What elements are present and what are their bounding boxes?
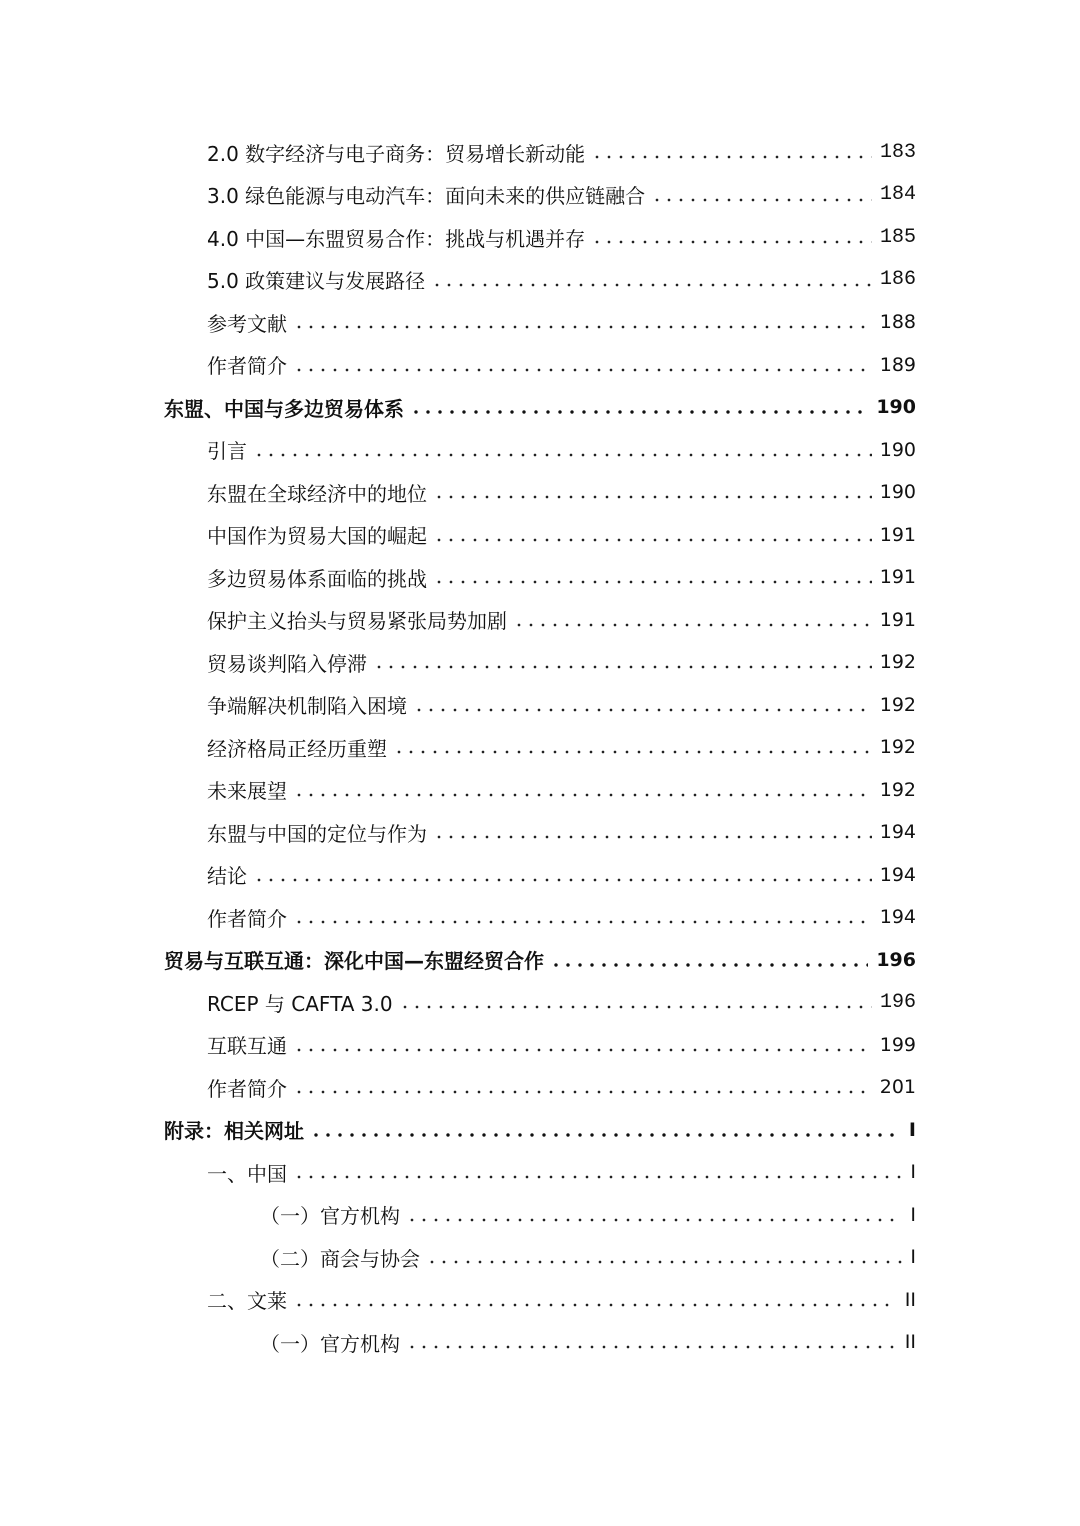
toc-entry-page-number: 194 (879, 906, 916, 929)
toc-section-entry[interactable] (0, 599, 1080, 642)
toc-entry-title: 东盟在全球经济中的地位 (207, 481, 427, 506)
dot-leader (293, 920, 872, 924)
toc-entry-page-number: 186 (879, 268, 916, 292)
toc-entry-title: 二、文莱 (207, 1289, 287, 1314)
toc-entry-title: （二）商会与协会 (260, 1246, 420, 1271)
toc-entry-page-number: 194 (879, 821, 916, 844)
dot-leader (433, 835, 872, 839)
toc-section-entry[interactable] (0, 896, 1080, 939)
toc-entry-title: 作者简介 (207, 354, 287, 379)
dot-leader (426, 1260, 902, 1264)
toc-entry-title: 经济格局正经历重塑 (207, 736, 387, 761)
toc-entry-title: 4.0 中国—东盟贸易合作：挑战与机遇并存 (207, 226, 586, 251)
toc-entry-page-number: 201 (879, 1076, 916, 1099)
toc-section-entry[interactable] (0, 1151, 1080, 1194)
dot-leader (433, 538, 872, 542)
dot-leader (410, 410, 868, 414)
toc-section-entry[interactable] (0, 471, 1080, 514)
toc-entry-page-number: 192 (879, 778, 916, 801)
dot-leader (406, 1218, 902, 1222)
toc-section-entry[interactable] (0, 259, 1080, 302)
dot-leader (591, 155, 872, 159)
toc-entry-title: 多边贸易体系面临的挑战 (207, 566, 427, 591)
toc-section-entry[interactable] (0, 684, 1080, 727)
toc-entry-title: 5.0 政策建议与发展路径 (207, 269, 426, 294)
dot-leader (293, 1175, 902, 1179)
toc-entry-title: 参考文献 (207, 311, 287, 336)
toc-section-entry[interactable] (0, 769, 1080, 812)
toc-subsection-entry[interactable] (0, 1321, 1080, 1364)
toc-entry-page-number: I (910, 1203, 916, 1226)
dot-leader (293, 1303, 897, 1307)
toc-section-entry[interactable] (0, 556, 1080, 599)
toc-entry-page-number: 196 (879, 990, 916, 1014)
toc-section-entry[interactable] (0, 514, 1080, 557)
toc-entry-page-number: 190 (879, 438, 916, 461)
toc-entry-title: （一）官方机构 (260, 1204, 400, 1229)
toc-entry-title: 未来展望 (207, 779, 287, 804)
toc-chapter-entry[interactable] (0, 939, 1080, 982)
toc-entry-title: 结论 (207, 864, 247, 889)
toc-entry-title: 贸易谈判陷入停滞 (207, 651, 367, 676)
toc-section-entry[interactable] (0, 174, 1080, 217)
toc-section-entry[interactable] (0, 301, 1080, 344)
toc-section-entry[interactable] (0, 981, 1080, 1024)
dot-leader (310, 1133, 901, 1137)
toc-section-entry[interactable] (0, 726, 1080, 769)
toc-entry-page-number: 191 (879, 523, 916, 546)
toc-entry-page-number: 184 (879, 183, 916, 207)
toc-entry-title: 作者简介 (207, 906, 287, 931)
toc-subsection-entry[interactable] (0, 1194, 1080, 1237)
toc-entry-page-number: 192 (879, 736, 916, 759)
toc-chapter-entry[interactable] (0, 386, 1080, 429)
toc-entry-page-number: I (908, 1118, 916, 1141)
toc-entry-page-number: 183 (879, 140, 916, 164)
toc-section-entry[interactable] (0, 854, 1080, 897)
toc-section-entry[interactable] (0, 216, 1080, 259)
toc-entry-title: 保护主义抬头与贸易紧张局势加剧 (207, 609, 507, 634)
toc-section-entry[interactable] (0, 344, 1080, 387)
dot-leader (293, 1090, 872, 1094)
toc-entry-page-number: 194 (879, 863, 916, 886)
toc-section-entry[interactable] (0, 1024, 1080, 1067)
toc-section-entry[interactable] (0, 429, 1080, 472)
toc-entry-title: 引言 (207, 439, 247, 464)
dot-leader (433, 495, 872, 499)
toc-entry-title: 互联互通 (207, 1034, 287, 1059)
toc-entry-page-number: I (910, 1161, 916, 1184)
toc-entry-page-number: 192 (879, 693, 916, 716)
table-of-contents (0, 131, 1080, 1364)
dot-leader (293, 368, 872, 372)
dot-leader (293, 325, 872, 329)
toc-entry-page-number: 191 (879, 608, 916, 631)
dot-leader (431, 283, 872, 287)
toc-entry-page-number: II (904, 1288, 916, 1311)
toc-section-entry[interactable] (0, 131, 1080, 174)
dot-leader (513, 623, 872, 627)
toc-entry-title: 附录：相关网址 (164, 1119, 304, 1144)
toc-entry-title: RCEP 与 CAFTA 3.0 (207, 991, 393, 1016)
dot-leader (433, 580, 872, 584)
toc-section-entry[interactable] (0, 1279, 1080, 1322)
dot-leader (651, 198, 872, 202)
toc-entry-title: 一、中国 (207, 1161, 287, 1186)
toc-entry-page-number: 190 (879, 481, 916, 504)
toc-section-entry[interactable] (0, 641, 1080, 684)
dot-leader (413, 708, 872, 712)
dot-leader (550, 963, 868, 967)
toc-entry-title: 东盟、中国与多边贸易体系 (164, 396, 404, 421)
toc-entry-title: 东盟与中国的定位与作为 (207, 821, 427, 846)
toc-entry-page-number: 185 (879, 225, 916, 249)
dot-leader (253, 878, 872, 882)
dot-leader (293, 1048, 872, 1052)
dot-leader (399, 1005, 872, 1009)
toc-subsection-entry[interactable] (0, 1236, 1080, 1279)
toc-entry-page-number: 192 (879, 651, 916, 674)
dot-leader (393, 750, 872, 754)
toc-entry-page-number: 199 (879, 1033, 916, 1056)
toc-entry-page-number: 190 (876, 396, 916, 419)
toc-chapter-entry[interactable] (0, 1109, 1080, 1152)
toc-entry-title: 贸易与互联互通：深化中国—东盟经贸合作 (164, 949, 544, 974)
dot-leader (253, 453, 872, 457)
toc-entry-page-number: 189 (879, 353, 916, 376)
toc-entry-title: 中国作为贸易大国的崛起 (207, 524, 427, 549)
toc-entry-title: 2.0 数字经济与电子商务：贸易增长新动能 (207, 141, 586, 166)
dot-leader (406, 1345, 897, 1349)
toc-entry-title: 争端解决机制陷入困境 (207, 694, 407, 719)
toc-entry-title: 3.0 绿色能源与电动汽车：面向未来的供应链融合 (207, 184, 646, 209)
toc-section-entry[interactable] (0, 1066, 1080, 1109)
toc-entry-title: （一）官方机构 (260, 1331, 400, 1356)
dot-leader (373, 665, 872, 669)
toc-entry-page-number: I (910, 1246, 916, 1269)
dot-leader (591, 240, 872, 244)
toc-entry-page-number: 188 (879, 311, 916, 334)
dot-leader (293, 793, 872, 797)
toc-entry-page-number: 196 (876, 948, 916, 971)
toc-entry-page-number: II (904, 1331, 916, 1354)
toc-entry-page-number: 191 (879, 566, 916, 589)
toc-section-entry[interactable] (0, 811, 1080, 854)
toc-entry-title: 作者简介 (207, 1076, 287, 1101)
